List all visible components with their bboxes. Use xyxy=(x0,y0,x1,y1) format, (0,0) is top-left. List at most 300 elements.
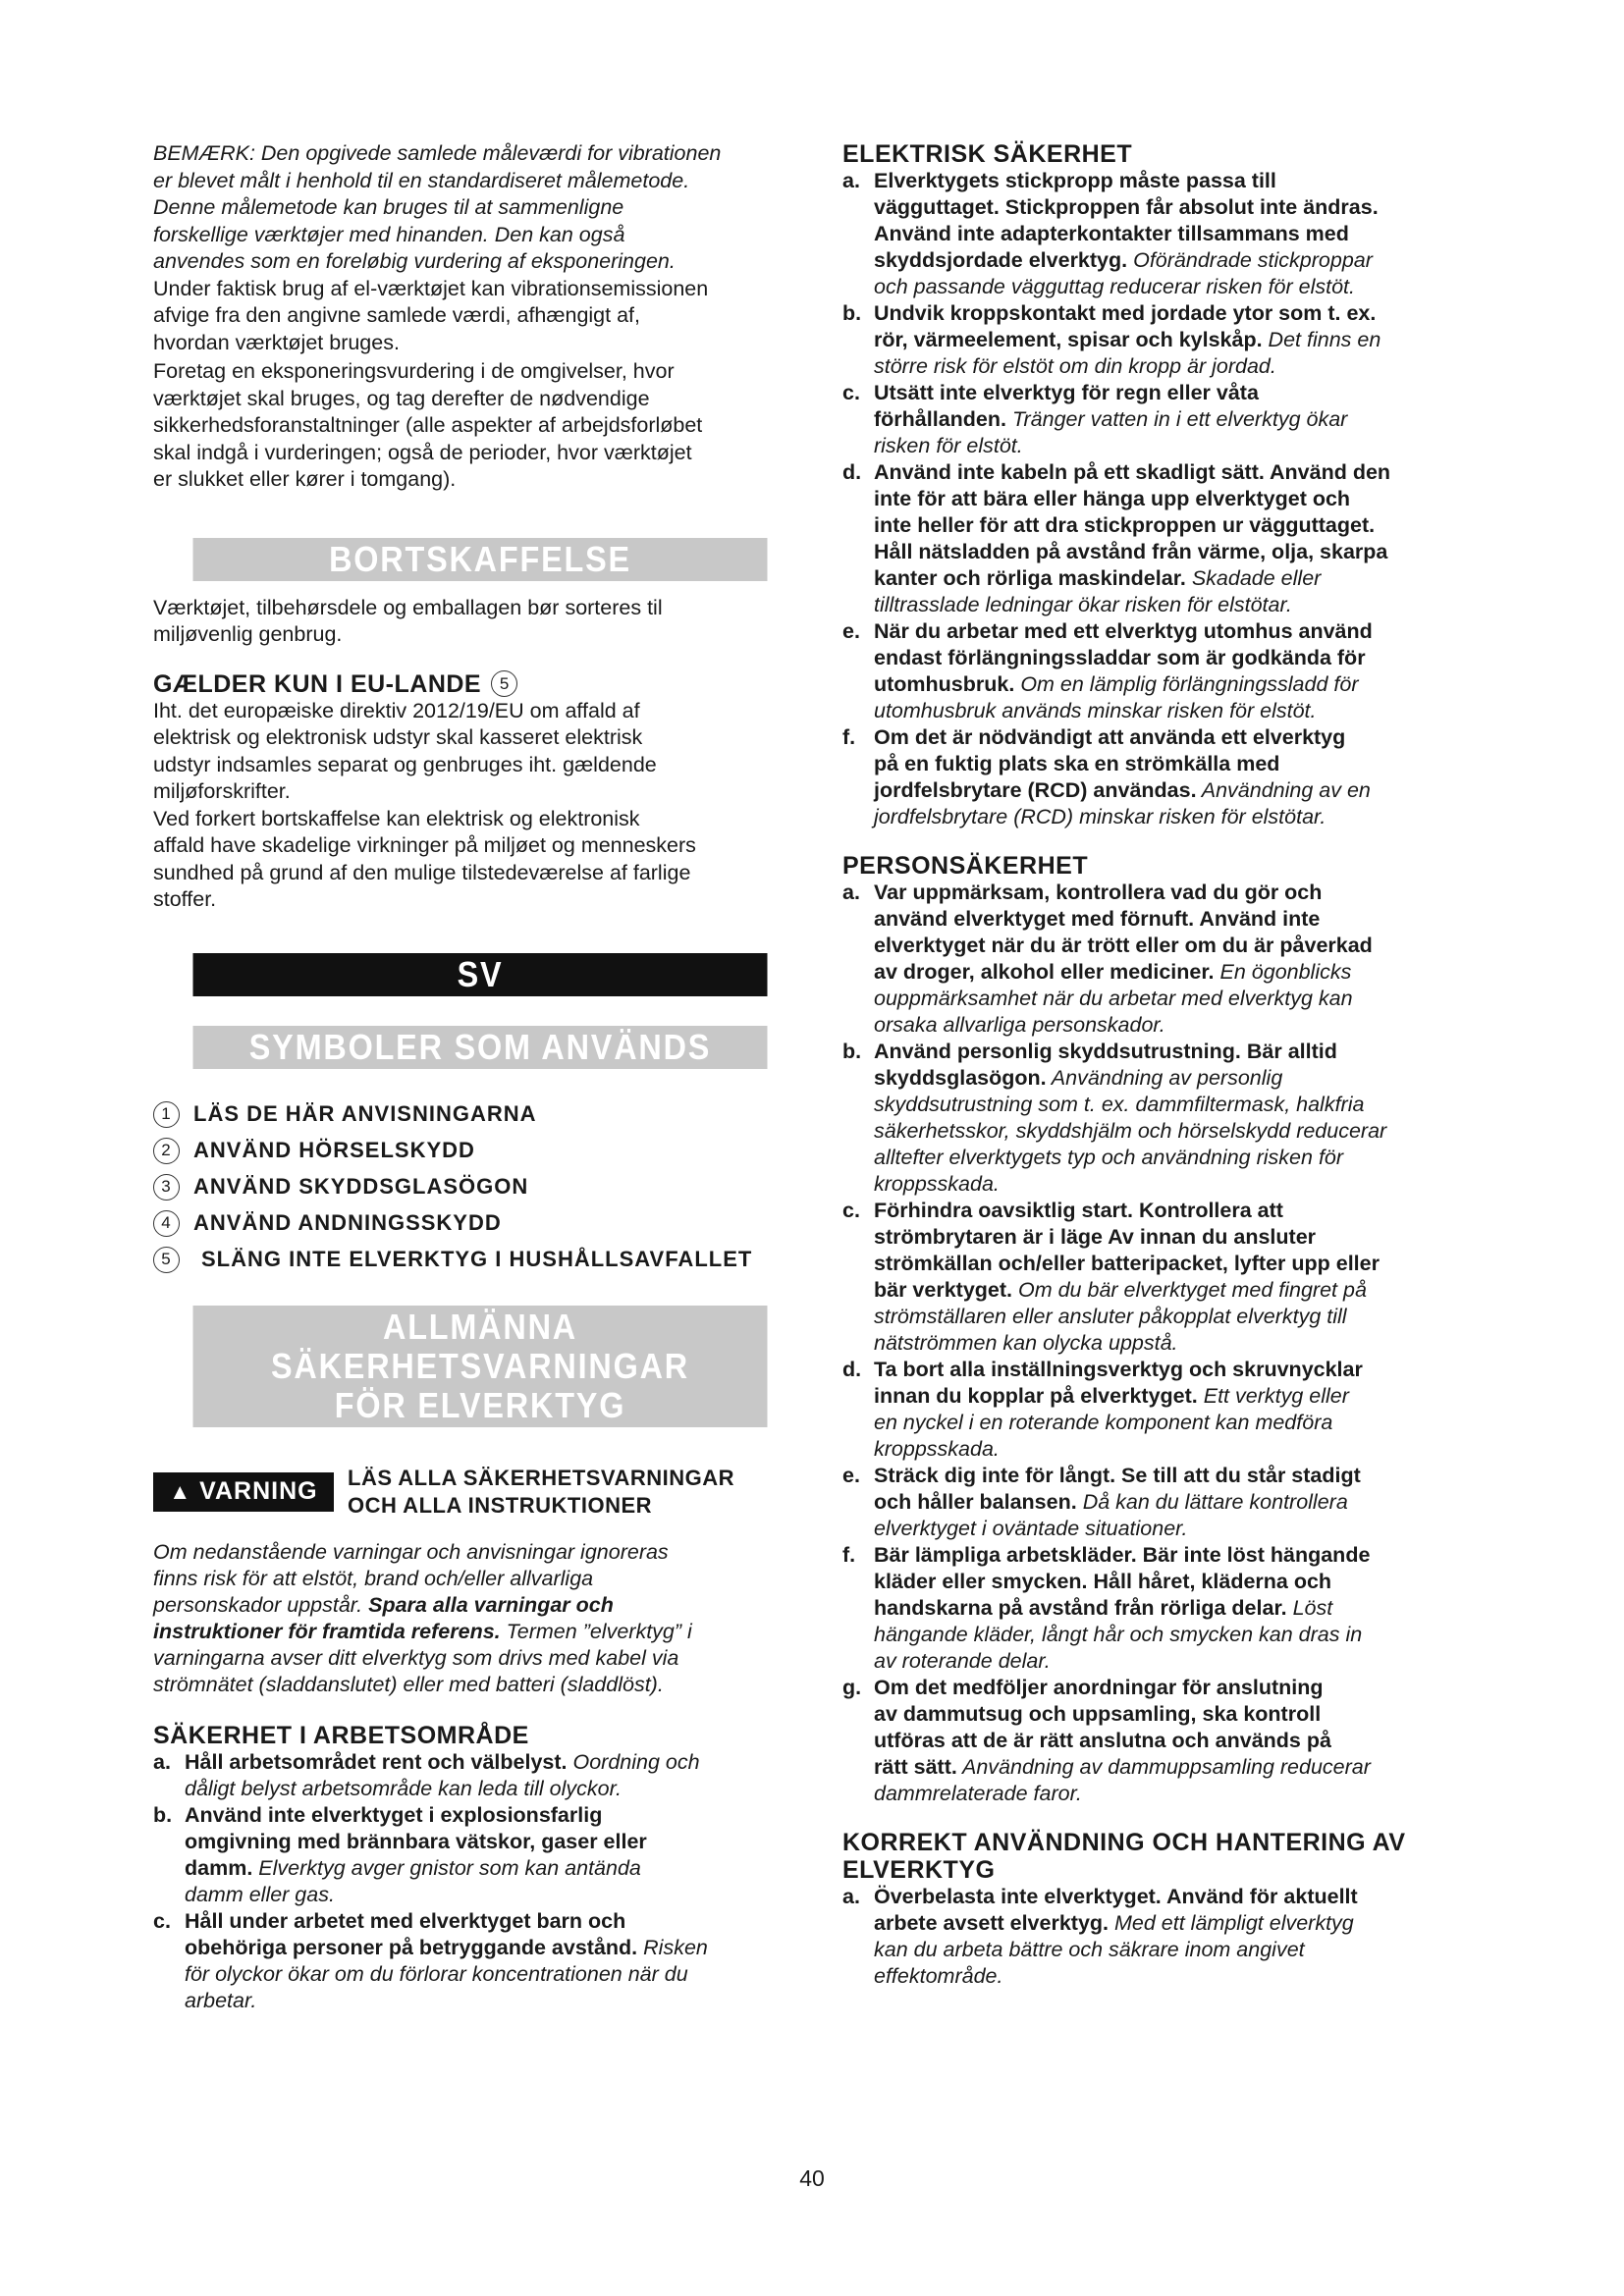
item-body xyxy=(874,618,1490,724)
item-letter: b. xyxy=(842,301,862,325)
item-line xyxy=(874,1251,1490,1277)
intro-emphasis: Spara alla varningar och xyxy=(368,1592,614,1617)
item-bold-text: Elverktygets stickpropp måste passa till xyxy=(874,169,1276,192)
list-item xyxy=(842,1198,1490,1357)
item-letter: a. xyxy=(842,169,860,192)
item-body xyxy=(874,1542,1490,1675)
item-italic-text: för olyckor ökar om du förlorar koncentrationen när du xyxy=(185,1961,688,1986)
item-line xyxy=(185,1961,801,1988)
list-item xyxy=(842,380,1490,459)
item-line xyxy=(874,906,1490,933)
page-number: 40 xyxy=(799,2165,825,2191)
item-body xyxy=(874,300,1490,380)
left-column xyxy=(153,140,801,2014)
text-line: sikkerhedsforanstaltninger (alle aspekter af arbejdsforløbet xyxy=(153,413,703,437)
symbol-label: LÄS DE HÄR ANVISNINGARNA xyxy=(193,1101,537,1126)
item-letter: g. xyxy=(842,1676,862,1699)
warning-triangle-icon: ▲ xyxy=(169,1478,192,1504)
item-bold-text: kanter och rörliga maskindelar. xyxy=(874,566,1186,590)
item-letter: b. xyxy=(842,1040,862,1063)
item-body xyxy=(185,1908,801,2014)
item-line xyxy=(874,1728,1490,1754)
item-italic-text: av roterande delar. xyxy=(874,1649,1051,1673)
warning-title-line-1: LÄS ALLA SÄKERHETSVARNINGAR xyxy=(348,1465,735,1490)
vibration-note xyxy=(153,140,801,276)
item-line xyxy=(874,380,1490,406)
item-line xyxy=(874,486,1490,512)
item-bold-text: Håll under arbetet med elverktyget barn och xyxy=(185,1908,626,1933)
item-line xyxy=(185,1749,801,1776)
intro-line: strömnätet (sladdanslutet) eller med batteri (sladdlöst). xyxy=(153,1672,664,1696)
item-italic-text: En ögonblicks xyxy=(1214,960,1352,984)
item-italic-text: säkerhetsskor, skyddshjälm och hörselskydd reducerar xyxy=(874,1119,1387,1143)
item-bold-text: använd elverktyget med förnuft. Använd inte xyxy=(874,907,1321,931)
item-italic-text: Ett verktyg eller xyxy=(1197,1384,1349,1408)
item-line xyxy=(185,1935,801,1961)
item-line xyxy=(874,1012,1490,1039)
item-bold-text: Ta bort alla inställningsverktyg och skruvnycklar xyxy=(874,1358,1363,1381)
item-italic-text: strömställaren eller ansluter påkopplat elverktyg till xyxy=(874,1305,1347,1328)
disposal-text xyxy=(153,595,801,649)
item-italic-text: Löst xyxy=(1286,1596,1333,1620)
item-bold-text: Använd inte elverktyget i explosionsfarlig xyxy=(185,1802,603,1827)
warning-title xyxy=(348,1465,734,1520)
item-italic-text: elverktyget i oväntade situationer. xyxy=(874,1517,1188,1540)
item-italic-text: Om du bär elverktyget med fingret på xyxy=(1012,1278,1367,1302)
item-line xyxy=(874,1277,1490,1304)
text-line: elektrisk og elektronisk udstyr skal kasseret elektrisk xyxy=(153,725,643,749)
item-letter: d. xyxy=(842,1358,862,1381)
item-line xyxy=(874,959,1490,986)
language-banner: SV xyxy=(193,953,768,996)
item-bold-text: damm. xyxy=(185,1855,253,1880)
personal-safety-list xyxy=(842,880,1490,1807)
symbol-item xyxy=(153,1169,801,1205)
warning-row xyxy=(153,1465,801,1520)
item-line xyxy=(874,539,1490,565)
item-line xyxy=(874,1198,1490,1224)
list-item xyxy=(842,1542,1490,1675)
item-italic-text: Det finns en xyxy=(1262,328,1381,351)
item-line xyxy=(874,1463,1490,1489)
item-bold-text: Använd personlig skyddsutrustning. Bär alltid xyxy=(874,1040,1337,1063)
list-item xyxy=(842,300,1490,380)
item-bold-text: Bär lämpliga arbetskläder. Bär inte löst hängande xyxy=(874,1543,1371,1567)
item-line xyxy=(874,1330,1490,1357)
item-line xyxy=(874,1622,1490,1648)
text-line: udstyr indsamles separat og genbruges iht. gældende xyxy=(153,752,657,776)
item-line xyxy=(185,1882,801,1908)
item-italic-text: risken för elstöt. xyxy=(874,434,1023,457)
item-line xyxy=(185,1855,801,1882)
item-line xyxy=(874,221,1490,247)
symbol-number-icon: 4 xyxy=(153,1210,180,1237)
tool-use-heading xyxy=(842,1829,1490,1884)
item-letter: e. xyxy=(842,1464,860,1487)
item-bold-text: Undvik kroppskontakt med jordade ytor som t. ex. xyxy=(874,301,1377,325)
intro-line: Om nedanstående varningar och anvisningar ignoreras xyxy=(153,1539,669,1564)
item-italic-text: jordfelsbrytare (RCD) minskar risken för elstötar. xyxy=(874,805,1326,828)
general-intro xyxy=(153,1539,801,1698)
item-body xyxy=(874,1675,1490,1807)
symbols-list xyxy=(153,1096,801,1278)
item-italic-text: kroppsskada. xyxy=(874,1172,1000,1196)
item-italic-text: Tränger vatten in i ett elverktyg ökar xyxy=(1005,407,1348,431)
item-bold-text: Använd inte adapterkontakter tillsammans med xyxy=(874,222,1349,245)
item-bold-text: utomhusbruk. xyxy=(874,672,1015,696)
item-line xyxy=(874,1937,1490,1963)
item-line xyxy=(874,433,1490,459)
item-italic-text: alltefter elverktygets typ och användning risken för xyxy=(874,1146,1344,1169)
item-bold-text: inte heller för att dra stickproppen ur vägguttaget. xyxy=(874,513,1376,537)
text-line: Foretag en eksponeringsvurdering i de omgivelser, hvor xyxy=(153,359,675,383)
disposal-banner: BORTSKAFFELSE xyxy=(193,538,768,581)
item-line xyxy=(874,986,1490,1012)
item-line xyxy=(874,459,1490,486)
item-body xyxy=(185,1802,801,1908)
item-line xyxy=(874,1595,1490,1622)
item-bold-text: rätt sätt. xyxy=(874,1755,957,1779)
symbol-number-icon: 2 xyxy=(153,1138,180,1164)
list-item xyxy=(842,1357,1490,1463)
item-italic-text: hängande kläder, långt hår och smycken kan dras in xyxy=(874,1623,1363,1646)
item-body xyxy=(874,380,1490,459)
text-line: stoffer. xyxy=(153,887,217,911)
item-italic-text: damm eller gas. xyxy=(185,1882,335,1906)
item-body xyxy=(185,1749,801,1802)
item-line xyxy=(874,1171,1490,1198)
intro-line xyxy=(153,1592,801,1619)
item-line xyxy=(874,1065,1490,1092)
text-line: affald have skadelige virkninger på miljøet og menneskers xyxy=(153,833,696,857)
intro-line: varningarna avser ditt elverktyg som drivs med kabel via xyxy=(153,1645,679,1670)
item-bold-text: När du arbetar med ett elverktyg utomhus använd xyxy=(874,619,1373,643)
item-line xyxy=(874,1781,1490,1807)
item-line xyxy=(874,565,1490,592)
text-line: miljøvenlig genbrug. xyxy=(153,622,343,646)
item-line xyxy=(874,751,1490,777)
text-line: BEMÆRK: Den opgivede samlede måleværdi for vibrationen xyxy=(153,141,722,165)
item-italic-text: kan du arbeta bättre och säkrare inom angivet xyxy=(874,1938,1305,1961)
work-area-heading: SÄKERHET I ARBETSOMRÅDE xyxy=(153,1721,529,1749)
item-bold-text: arbete avsett elverktyg. xyxy=(874,1911,1110,1935)
item-letter: d. xyxy=(842,460,862,484)
item-italic-text: arbetar. xyxy=(185,1988,257,2012)
item-bold-text: Om det är nödvändigt att använda ett elverktyg xyxy=(874,725,1346,749)
item-body xyxy=(874,1198,1490,1357)
item-italic-text: orsaka allvarliga personskador. xyxy=(874,1013,1165,1037)
item-line xyxy=(185,1776,801,1802)
item-line xyxy=(874,1224,1490,1251)
intro-line: finns risk för att elstöt, brand och/eller allvarliga xyxy=(153,1566,594,1590)
item-line xyxy=(874,512,1490,539)
item-line xyxy=(874,1410,1490,1436)
symbol-label: ANVÄND SKYDDSGLASÖGON xyxy=(193,1174,529,1199)
warning-badge-label: VARNING xyxy=(199,1477,318,1505)
item-line xyxy=(874,724,1490,751)
symbol-item xyxy=(153,1133,801,1169)
symbol-number-icon: 3 xyxy=(153,1174,180,1201)
symbol-number-icon: 5 xyxy=(153,1247,180,1273)
item-line xyxy=(874,1092,1490,1118)
list-item xyxy=(842,618,1490,724)
item-line xyxy=(874,1039,1490,1065)
list-item xyxy=(842,880,1490,1039)
item-bold-text: bär verktyget. xyxy=(874,1278,1013,1302)
item-line xyxy=(874,804,1490,830)
item-line xyxy=(874,194,1490,221)
item-line xyxy=(874,168,1490,194)
symbols-banner: SYMBOLER SOM ANVÄNDS xyxy=(193,1026,768,1069)
item-italic-text: Om en lämplig förlängningssladd för xyxy=(1014,672,1359,696)
item-bold-text: Sträck dig inte för långt. Se till att du står stadigt xyxy=(874,1464,1361,1487)
item-body xyxy=(874,168,1490,300)
item-line xyxy=(874,933,1490,959)
list-item xyxy=(153,1802,801,1908)
item-bold-text: förhållanden. xyxy=(874,407,1006,431)
right-column xyxy=(842,140,1490,1990)
work-area-list xyxy=(153,1749,801,2014)
text-line: er blevet målt i henhold til en standardiseret målemetode. xyxy=(153,168,690,192)
item-body xyxy=(874,1039,1490,1198)
item-italic-text: skyddsutrustning som t. ex. dammfiltermask, halkfria xyxy=(874,1093,1365,1116)
item-line xyxy=(874,1357,1490,1383)
item-line xyxy=(874,247,1490,274)
item-italic-text: Risken xyxy=(637,1935,708,1959)
item-italic-text: Oordning och xyxy=(567,1749,700,1774)
item-line xyxy=(874,1648,1490,1675)
item-line xyxy=(874,1701,1490,1728)
item-line xyxy=(874,1963,1490,1990)
item-line xyxy=(874,777,1490,804)
item-line xyxy=(874,1910,1490,1937)
item-line xyxy=(874,1542,1490,1569)
general-warnings-banner-line-1: ALLMÄNNA SÄKERHETSVARNINGAR xyxy=(270,1306,690,1386)
item-italic-text: Då kan du lättare kontrollera xyxy=(1076,1490,1348,1514)
text-line: værktøjet skal bruges, og tag derefter de nødvendige xyxy=(153,386,650,410)
item-line xyxy=(874,698,1490,724)
item-line xyxy=(874,1569,1490,1595)
item-bold-text: Om det medföljer anordningar för anslutning xyxy=(874,1676,1324,1699)
item-bold-text: utföras att de är rätt anslutna och används på xyxy=(874,1729,1331,1752)
text-line: sundhed på grund af den mulige tilstedeværelse af farlige xyxy=(153,860,691,884)
item-line xyxy=(874,1145,1490,1171)
symbol-item xyxy=(153,1096,801,1133)
bin-symbol-icon: 5 xyxy=(491,670,517,697)
eu-text xyxy=(153,698,801,914)
item-line xyxy=(874,1436,1490,1463)
item-italic-text: och passande vägguttag reducerar risken för elstöt. xyxy=(874,275,1356,298)
item-line xyxy=(874,300,1490,327)
warning-badge xyxy=(153,1472,334,1512)
eu-heading-row xyxy=(153,670,801,698)
intro-text: Termen ”elverktyg” i xyxy=(500,1619,692,1643)
item-bold-text: Håll nätsladden på avstånd från värme, olja, skarpa xyxy=(874,540,1388,563)
symbol-label: ANVÄND ANDNINGSSKYDD xyxy=(193,1210,502,1235)
list-item xyxy=(842,1039,1490,1198)
item-letter: f. xyxy=(842,1543,856,1567)
item-bold-text: och håller balansen. xyxy=(874,1490,1077,1514)
item-body xyxy=(874,1357,1490,1463)
item-letter: c. xyxy=(153,1908,171,1933)
list-item xyxy=(842,168,1490,300)
text-line: anvendes som en foreløbig vurdering af eksponeringen. xyxy=(153,249,676,273)
item-line xyxy=(874,1754,1490,1781)
item-letter: e. xyxy=(842,619,860,643)
item-line xyxy=(874,274,1490,300)
electrical-safety-list xyxy=(842,168,1490,830)
item-line xyxy=(874,1118,1490,1145)
item-bold-text: av droger, alkohol eller mediciner. xyxy=(874,960,1215,984)
item-line xyxy=(874,618,1490,645)
item-bold-text: skyddsjordade elverktyg. xyxy=(874,248,1128,272)
item-bold-text: endast förlängningssladdar som är godkända för xyxy=(874,646,1366,669)
item-italic-text: dåligt belyst arbetsområde kan leda till olyckor. xyxy=(185,1776,622,1800)
text-line: Værktøjet, tilbehørsdele og emballagen bør sorteres til xyxy=(153,595,663,619)
item-italic-text: Med ett lämpligt elverktyg xyxy=(1109,1911,1354,1935)
item-bold-text: vägguttaget. Stickproppen får absolut inte ändras. xyxy=(874,195,1379,219)
item-bold-text: Var uppmärksam, kontrollera vad du gör och xyxy=(874,881,1323,904)
item-line xyxy=(185,1908,801,1935)
text-line: hvordan værktøjet bruges. xyxy=(153,330,400,354)
personal-safety-heading: PERSONSÄKERHET xyxy=(842,852,1089,880)
item-body xyxy=(874,1884,1490,1990)
text-line: skal indgå i vurderingen; også de perioder, hvor værktøjet xyxy=(153,440,692,464)
item-bold-text: Överbelasta inte elverktyget. Använd för aktuellt xyxy=(874,1885,1358,1908)
item-italic-text: nätströmmen kan olycka uppstå. xyxy=(874,1331,1178,1355)
item-line xyxy=(874,1304,1490,1330)
item-line xyxy=(874,1516,1490,1542)
list-item xyxy=(842,1463,1490,1542)
item-bold-text: strömbrytaren är i läge Av innan du ansluter xyxy=(874,1225,1317,1249)
item-line xyxy=(874,1489,1490,1516)
tool-use-heading-line-2: ELVERKTYG xyxy=(842,1856,996,1884)
list-item xyxy=(842,1884,1490,1990)
item-bold-text: rör, värmeelement, spisar och kylskåp. xyxy=(874,328,1263,351)
item-bold-text: obehöriga personer på betryggande avstånd. xyxy=(185,1935,638,1959)
item-bold-text: inte för att bära eller hänga upp elverktyget och xyxy=(874,487,1351,510)
general-warnings-banner xyxy=(193,1306,768,1427)
text-line: miljøforskrifter. xyxy=(153,779,291,803)
item-line xyxy=(874,671,1490,698)
item-italic-text: Användning av en xyxy=(1196,778,1371,802)
text-line: Under faktisk brug af el-værktøjet kan vibrationsemissionen xyxy=(153,276,709,300)
item-line xyxy=(874,1884,1490,1910)
item-bold-text: Förhindra oavsiktlig start. Kontrollera att xyxy=(874,1199,1283,1222)
intro-emphasis: instruktioner för framtida referens. xyxy=(153,1619,501,1643)
item-line xyxy=(874,406,1490,433)
item-bold-text: elverktyget när du är trött eller om du är påverkad xyxy=(874,934,1373,957)
intro-text: personskador uppstår. xyxy=(153,1592,369,1617)
item-italic-text: utomhusbruk används minskar risken för elstöt. xyxy=(874,699,1317,722)
item-body xyxy=(874,459,1490,618)
item-bold-text: handskarna på avstånd från rörliga delar. xyxy=(874,1596,1287,1620)
text-line: Ved forkert bortskaffelse kan elektrisk og elektronisk xyxy=(153,806,640,830)
item-line xyxy=(874,645,1490,671)
warning-title-line-2: OCH ALLA INSTRUKTIONER xyxy=(348,1492,653,1518)
item-letter: a. xyxy=(153,1749,171,1774)
text-line: Denne målemetode kan bruges til at sammenligne xyxy=(153,195,624,219)
item-bold-text: skyddsglasögon. xyxy=(874,1066,1047,1090)
item-letter: f. xyxy=(842,725,856,749)
item-line xyxy=(874,327,1490,353)
text-line: Iht. det europæiske direktiv 2012/19/EU om affald af xyxy=(153,698,640,722)
item-line xyxy=(874,592,1490,618)
symbol-number-icon: 1 xyxy=(153,1101,180,1128)
symbol-label: ANVÄND HÖRSELSKYDD xyxy=(193,1138,475,1162)
general-warnings-banner-line-2: FÖR ELVERKTYG xyxy=(334,1384,626,1425)
item-bold-text: av dammutsug och uppsamling, ska kontroll xyxy=(874,1702,1322,1726)
item-line xyxy=(185,1829,801,1855)
electrical-safety-heading: ELEKTRISK SÄKERHET xyxy=(842,140,1133,168)
vibration-para-2 xyxy=(153,358,801,494)
item-line xyxy=(874,1383,1490,1410)
tool-use-list xyxy=(842,1884,1490,1990)
item-line xyxy=(874,1675,1490,1701)
item-bold-text: Håll arbetsområdet rent och välbelyst. xyxy=(185,1749,568,1774)
symbol-item xyxy=(153,1242,801,1278)
list-item xyxy=(153,1749,801,1802)
item-italic-text: Användning av personlig xyxy=(1046,1066,1283,1090)
item-italic-text: Elverktyg avger gnistor som kan antända xyxy=(252,1855,641,1880)
item-bold-text: Utsätt inte elverktyg för regn eller våta xyxy=(874,381,1259,404)
item-body xyxy=(874,724,1490,830)
item-line xyxy=(874,880,1490,906)
item-letter: a. xyxy=(842,881,860,904)
text-line: afvige fra den angivne samlede værdi, afhængigt af, xyxy=(153,303,640,327)
text-line: er slukket eller kører i tomgang). xyxy=(153,467,457,491)
item-bold-text: jordfelsbrytare (RCD) användas. xyxy=(874,778,1197,802)
item-italic-text: Användning av dammuppsamling reducerar xyxy=(956,1755,1371,1779)
item-italic-text: dammrelaterade faror. xyxy=(874,1782,1082,1805)
list-item xyxy=(842,459,1490,618)
item-body xyxy=(874,1463,1490,1542)
tool-use-heading-line-1: KORREKT ANVÄNDNING OCH HANTERING AV xyxy=(842,1829,1406,1856)
item-letter: a. xyxy=(842,1885,860,1908)
symbol-label: SLÄNG INTE ELVERKTYG I HUSHÅLLSAVFALLET xyxy=(201,1247,753,1271)
item-bold-text: kläder eller smycken. Håll håret, kläderna och xyxy=(874,1570,1332,1593)
item-body xyxy=(874,880,1490,1039)
list-item xyxy=(842,1675,1490,1807)
symbol-item xyxy=(153,1205,801,1242)
item-letter: b. xyxy=(153,1802,173,1827)
intro-line xyxy=(153,1619,801,1645)
item-italic-text: en nyckel i en roterande komponent kan medföra xyxy=(874,1411,1333,1434)
item-italic-text: Skadade eller xyxy=(1185,566,1322,590)
item-italic-text: Oförändrade stickproppar xyxy=(1127,248,1373,272)
eu-heading: GÆLDER KUN I EU-LANDE xyxy=(153,669,482,698)
item-letter: c. xyxy=(842,381,860,404)
vibration-para-1 xyxy=(153,276,801,357)
item-bold-text: Använd inte kabeln på ett skadligt sätt. Använd den xyxy=(874,460,1391,484)
item-italic-text: kroppsskada. xyxy=(874,1437,1000,1461)
item-line xyxy=(874,353,1490,380)
item-bold-text: omgivning med brännbara vätskor, gaser eller xyxy=(185,1829,647,1853)
item-bold-text: på en fuktig plats ska en strömkälla med xyxy=(874,752,1280,775)
item-bold-text: strömkällan och/eller batteripacket, lyfter upp eller xyxy=(874,1252,1380,1275)
item-bold-text: innan du kopplar på elverktyget. xyxy=(874,1384,1198,1408)
item-letter: c. xyxy=(842,1199,860,1222)
list-item xyxy=(842,724,1490,830)
item-line xyxy=(185,1988,801,2014)
item-line xyxy=(185,1802,801,1829)
item-italic-text: tilltrasslade ledningar ökar risken för elstötar. xyxy=(874,593,1292,616)
item-italic-text: ouppmärksamhet när du arbetar med elverktyg kan xyxy=(874,987,1353,1010)
list-item xyxy=(153,1908,801,2014)
item-italic-text: effektområde. xyxy=(874,1964,1003,1988)
item-italic-text: större risk för elstöt om din kropp är jordad. xyxy=(874,354,1276,378)
text-line: forskellige værktøjer med hinanden. Den kan også xyxy=(153,222,625,246)
